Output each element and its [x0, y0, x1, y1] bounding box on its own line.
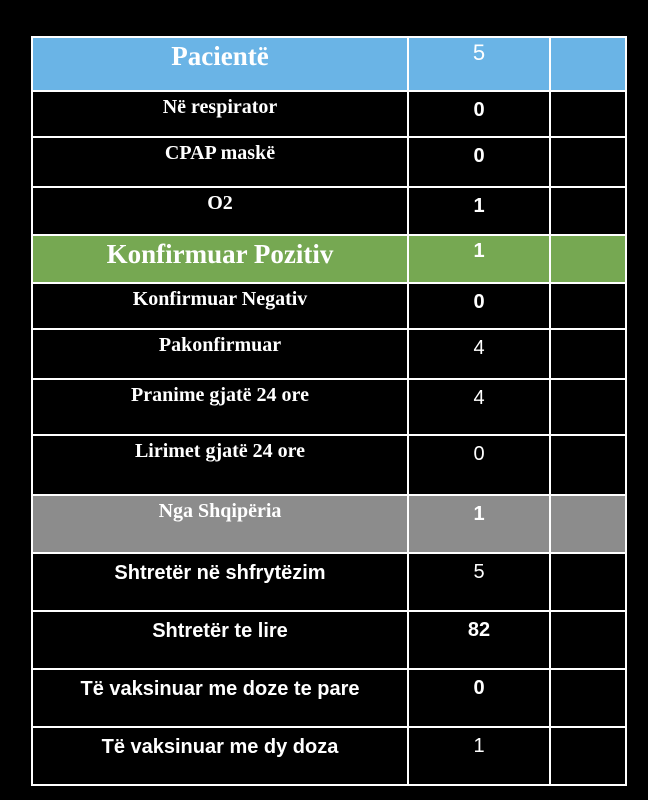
row-extra-cell [550, 553, 626, 611]
row-value: 1 [408, 727, 550, 785]
row-extra-cell [550, 727, 626, 785]
row-extra-cell [550, 137, 626, 187]
row-label: Të vaksinuar me doze te pare [32, 669, 408, 727]
row-extra-cell [550, 379, 626, 435]
table-row-admissions [32, 379, 626, 435]
table-row-discharges [32, 435, 626, 495]
row-extra-cell [550, 91, 626, 137]
row-extra-cell [550, 435, 626, 495]
row-label: Lirimet gjatë 24 ore [32, 435, 408, 495]
row-label: Pacientë [32, 37, 408, 91]
row-extra-cell [550, 495, 626, 553]
row-value: 0 [408, 91, 550, 137]
row-value: 0 [408, 669, 550, 727]
row-extra-cell [550, 37, 626, 91]
row-label: O2 [32, 187, 408, 235]
row-label: Në respirator [32, 91, 408, 137]
row-label: Konfirmuar Pozitiv [32, 235, 408, 283]
row-extra-cell [550, 187, 626, 235]
row-value: 82 [408, 611, 550, 669]
table-row-unconfirmed [32, 329, 626, 379]
table-row-two-doses [32, 727, 626, 785]
table-row-confirmed-positive [32, 235, 626, 283]
row-value: 0 [408, 435, 550, 495]
row-label: CPAP maskë [32, 137, 408, 187]
table-row-respirator [32, 91, 626, 137]
table-row-first-dose [32, 669, 626, 727]
row-value: 5 [408, 553, 550, 611]
row-label: Shtretër te lire [32, 611, 408, 669]
row-label: Pakonfirmuar [32, 329, 408, 379]
table-row-free-beds [32, 611, 626, 669]
row-label: Konfirmuar Negativ [32, 283, 408, 329]
row-extra-cell [550, 235, 626, 283]
row-extra-cell [550, 611, 626, 669]
table-row-cpap [32, 137, 626, 187]
row-value: 1 [408, 235, 550, 283]
row-extra-cell [550, 329, 626, 379]
row-label: Nga Shqipëria [32, 495, 408, 553]
row-value: 5 [408, 37, 550, 91]
row-value: 1 [408, 187, 550, 235]
row-label: Të vaksinuar me dy doza [32, 727, 408, 785]
row-value: 4 [408, 379, 550, 435]
row-value: 0 [408, 283, 550, 329]
row-label: Pranime gjatë 24 ore [32, 379, 408, 435]
hospital-stats-table [31, 36, 627, 786]
table-row-patients [32, 37, 626, 91]
row-value: 0 [408, 137, 550, 187]
table-row-confirmed-negative [32, 283, 626, 329]
table-row-o2 [32, 187, 626, 235]
table-row-beds-in-use [32, 553, 626, 611]
row-value: 4 [408, 329, 550, 379]
row-extra-cell [550, 283, 626, 329]
row-value: 1 [408, 495, 550, 553]
table-row-from-albania [32, 495, 626, 553]
row-label: Shtretër në shfrytëzim [32, 553, 408, 611]
row-extra-cell [550, 669, 626, 727]
